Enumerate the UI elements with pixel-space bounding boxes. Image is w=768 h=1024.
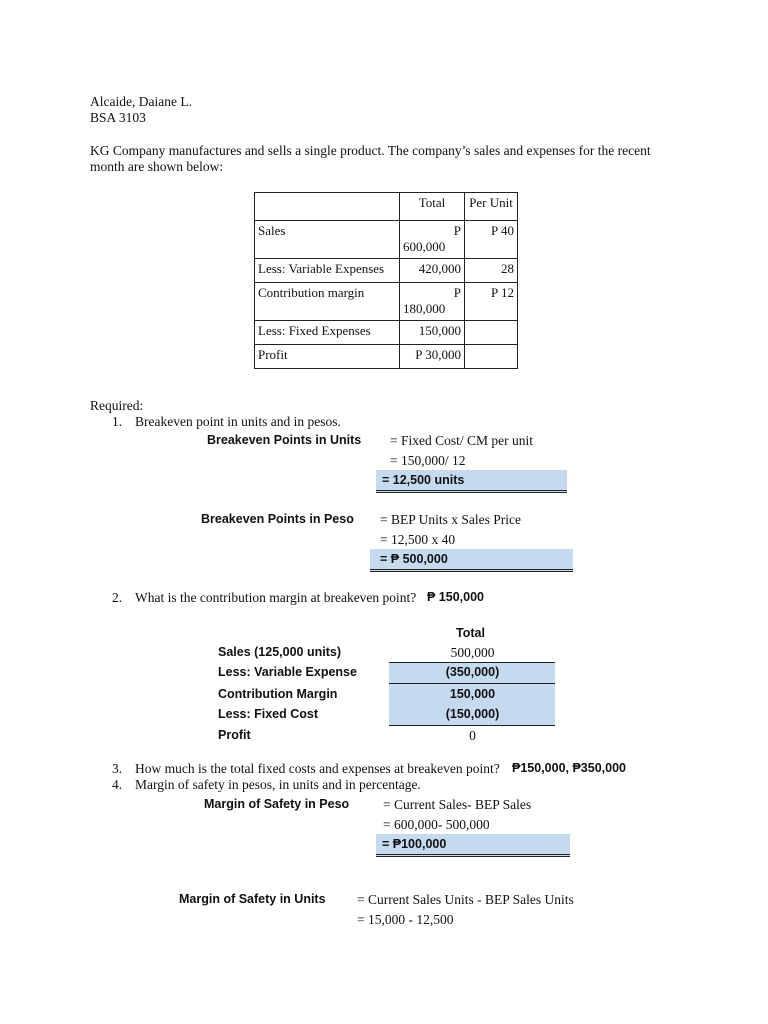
q4-peso-label: Margin of Safety in Peso	[204, 797, 350, 811]
q1-peso-answer: = ₱ 500,000	[380, 552, 448, 566]
table-row	[255, 259, 518, 283]
row-label: Less: Variable Expenses	[255, 259, 400, 283]
q3-answer: ₱150,000, ₱350,000	[512, 761, 626, 775]
q1-peso-formula: = BEP Units x Sales Price	[380, 512, 521, 527]
row-per-unit: 28	[465, 259, 518, 283]
q1-units-calc: = 150,000/ 12	[390, 453, 466, 468]
table-header-per-unit: Per Unit	[465, 193, 518, 221]
table-row	[255, 321, 518, 345]
q4-peso-answer-cell	[376, 834, 570, 857]
q2-row-label: Less: Fixed Cost	[218, 707, 319, 721]
q2-row-label: Less: Variable Expense	[218, 665, 357, 679]
intro-line-2: month are shown below:	[90, 159, 224, 174]
row-per-unit	[465, 321, 518, 345]
row-per-unit: P 40	[465, 221, 518, 259]
table-header-row	[255, 193, 518, 221]
q1-peso-calc: = 12,500 x 40	[380, 532, 456, 547]
intro-line-1: KG Company manufactures and sells a single product. The company’s sales and expenses for the recent	[90, 143, 651, 158]
q4-peso-answer: = ₱100,000	[382, 837, 447, 851]
q3-text: How much is the total fixed costs and expenses at breakeven point?	[135, 761, 500, 776]
q4-peso-formula: = Current Sales- BEP Sales	[383, 797, 532, 812]
student-name: Alcaide, Daiane L.	[90, 94, 192, 109]
q2-row-label: Contribution Margin	[218, 687, 338, 701]
table-row	[255, 345, 518, 369]
q2-row-value: 500,000	[450, 645, 495, 660]
q4-peso-calc: = 600,000- 500,000	[383, 817, 490, 832]
q1-number: 1.	[112, 414, 123, 429]
q2-divider	[389, 683, 555, 684]
q2-answer: ₱ 150,000	[427, 590, 484, 604]
row-total: 420,000	[400, 259, 465, 283]
q2-row-value: 0	[469, 728, 476, 743]
row-label: Sales	[255, 221, 400, 259]
table-header-blank	[255, 193, 400, 221]
q2-row-value: (350,000)	[445, 665, 500, 679]
q2-text: What is the contribution margin at breakeven point?	[135, 590, 417, 605]
row-total: P 180,000	[400, 283, 465, 321]
row-total: P 600,000	[400, 221, 465, 259]
q1-units-formula: = Fixed Cost/ CM per unit	[390, 433, 533, 448]
row-total: P 30,000	[400, 345, 465, 369]
q4-number: 4.	[112, 777, 123, 792]
row-total: 150,000	[400, 321, 465, 345]
income-statement-table	[254, 192, 518, 369]
q1-peso-answer-cell	[370, 549, 573, 572]
q3-number: 3.	[112, 761, 123, 776]
q2-row-label: Profit	[218, 728, 251, 742]
table-row	[255, 283, 518, 321]
q2-row-value: 150,000	[449, 687, 496, 701]
student-section: BSA 3103	[90, 110, 146, 125]
q2-number: 2.	[112, 590, 123, 605]
table-header-total: Total	[400, 193, 465, 221]
row-label: Profit	[255, 345, 400, 369]
q1-units-answer-cell	[376, 470, 567, 493]
required-label: Required:	[90, 398, 144, 413]
table-row	[255, 221, 518, 259]
q1-text: Breakeven point in units and in pesos.	[135, 414, 341, 429]
row-label: Less: Fixed Expenses	[255, 321, 400, 345]
q4-text: Margin of safety in pesos, in units and in percentage.	[135, 777, 421, 792]
q2-total-header: Total	[456, 626, 485, 640]
row-per-unit	[465, 345, 518, 369]
q1-units-answer: = 12,500 units	[382, 473, 465, 487]
q2-row-value: (150,000)	[445, 707, 500, 721]
row-label: Contribution margin	[255, 283, 400, 321]
q1-units-label: Breakeven Points in Units	[207, 433, 362, 447]
q4-units-label: Margin of Safety in Units	[179, 892, 326, 906]
q4-units-formula: = Current Sales Units - BEP Sales Units	[357, 892, 574, 907]
q4-units-calc: = 15,000 - 12,500	[357, 912, 454, 927]
row-per-unit: P 12	[465, 283, 518, 321]
q1-peso-label: Breakeven Points in Peso	[201, 512, 354, 526]
q2-row-label: Sales (125,000 units)	[218, 645, 341, 659]
